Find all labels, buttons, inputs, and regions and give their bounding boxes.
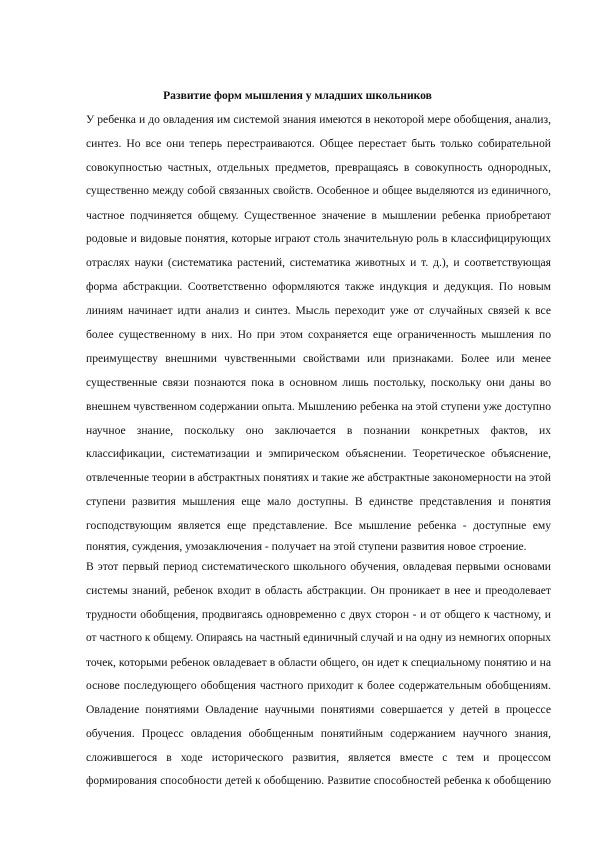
paragraph-1 <box>86 108 551 556</box>
text-line: обучения. Процесс овладения обобщенным понятийным содержанием научного знания, <box>86 727 551 741</box>
text-line: В этот первый период систематического школьного обучения, овладевая первыми основами <box>86 560 551 573</box>
text-line: системы знаний, ребенок входит в область абстракции. Он проникает в нее и преодолевает <box>86 583 551 597</box>
text-line: отраслях науки (систематика растений, систематика животных и т. д.), и соответствующая <box>86 256 551 270</box>
text-line: отвлеченные теории в абстрактных понятиях и такие же абстрактные закономерности на этой <box>86 471 551 485</box>
text-line: преимуществу внешними чувственными свойствами или признаками. Более или менее <box>86 351 551 365</box>
text-line: основе последующего обобщения частного приходит к более содержательным обобщениям. <box>86 679 551 693</box>
text-line: научное знание, поскольку оно заключается в познании конкретных фактов, их <box>86 423 551 437</box>
text-line: совокупностью частных, отдельных предметов, превращаясь в совокупность однородных, <box>86 160 551 174</box>
text-line: сложившегося в ходе исторического развития, является вместе с тем и процессом <box>86 751 551 765</box>
text-line: линиям начинает идти анализ и синтез. Мысль переходит уже от случайных связей к все <box>86 304 551 318</box>
text-line: форма абстракции. Соответственно оформляются также индукция и дедукция. По новым <box>86 280 551 294</box>
text-line: существенно между собой связанных свойств. Особенное и общее выделяются из единичного, <box>86 184 551 197</box>
text-line: господствующим является еще представление. Все мышление ребенка - доступные ему <box>86 519 551 533</box>
text-line: от частного к общему. Опираясь на частный единичный случай и на одну из немногих опорных <box>86 631 551 644</box>
paragraph-2 <box>86 555 551 794</box>
text-line: Овладение понятиями Овладение научными понятиями совершается у детей в процессе <box>86 703 551 717</box>
text-line: частное подчиняется общему. Существенное значение в мышлении ребенка приобретают <box>86 208 551 222</box>
text-line: ступени развития мышления еще мало доступны. В единстве представления и понятия <box>86 495 551 509</box>
text-line: более существенному в них. Но при этом сохраняется еще ограниченность мышления по <box>86 328 551 342</box>
text-line: точек, которыми ребенок овладевает в области общего, он идет к специальному понятию и на <box>86 655 551 669</box>
text-line: существенные связи познаются пока в основном лишь постольку, поскольку они даны во <box>86 375 551 389</box>
text-line: У ребенка и до овладения им системой знания имеются в некоторой мере обобщения, анализ, <box>86 113 551 126</box>
text-line: трудности обобщения, продвигаясь одновременно с двух сторон - и от общего к частному, и <box>86 607 551 621</box>
document-title: Развитие форм мышления у младших школьников <box>163 89 432 102</box>
text-line: синтез. Но все они теперь перестраиваются. Общее перестает быть только собирательной <box>86 136 551 150</box>
text-line: формирования способности детей к обобщению. Развитие способностей ребенка к обобщению <box>86 775 551 788</box>
text-line: понятия, суждения, умозаключения - получает на этой ступени развития новое строение. <box>86 540 527 554</box>
text-line: внешнем чувственном содержании опыта. Мышлению ребенка на этой ступени уже доступно <box>86 399 551 413</box>
text-line: классификации, систематизации и эмпирическом объяснении. Теоретическое объяснение, <box>86 447 551 461</box>
text-line: родовые и видовые понятия, которые играют столь значительную роль в классифицирующих <box>86 232 551 246</box>
